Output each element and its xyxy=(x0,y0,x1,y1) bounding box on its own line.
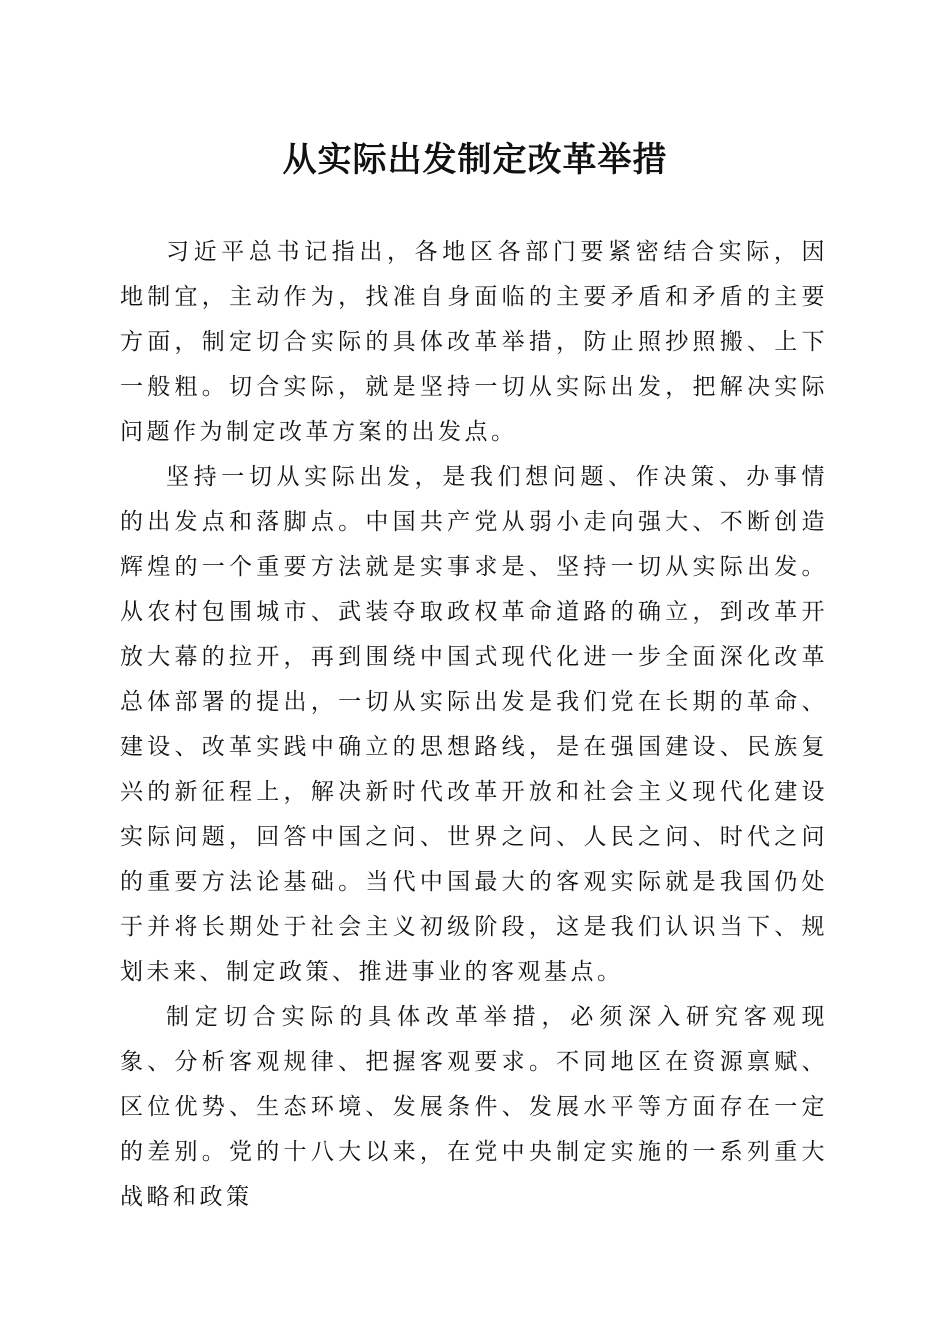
paragraph-3: 制定切合实际的具体改革举措，必须深入研究客观现象、分析客观规律、把握客观要求。不同地区在资源禀赋、区位优势、生态环境、发展条件、发展水平等方面存在一定的差别。党的十八大以来，在党中央制定实施的一系列重大战略和政策 xyxy=(120,1004,828,1210)
document-body xyxy=(120,230,828,1220)
paragraph-2: 坚持一切从实际出发，是我们想问题、作决策、办事情的出发点和落脚点。中国共产党从弱小走向强大、不断创造辉煌的一个重要方法就是实事求是、坚持一切从实际出发。从农村包围城市、武装夺取政权革命道路的确立，到改革开放大幕的拉开，再到围绕中国式现代化进一步全面深化改革总体部署的提出，一切从实际出发是我们党在长期的革命、建设、改革实践中确立的思想路线，是在强国建设、民族复兴的新征程上，解决新时代改革开放和社会主义现代化建设实际问题，回答中国之问、世界之问、人民之问、时代之问的重要方法论基础。当代中国最大的客观实际就是我国仍处于并将长期处于社会主义初级阶段，这是我们认识当下、规划未来、制定政策、推进事业的客观基点。 xyxy=(120,464,828,985)
paragraph-1: 习近平总书记指出，各地区各部门要紧密结合实际，因地制宜，主动作为，找准自身面临的主要矛盾和矛盾的主要方面，制定切合实际的具体改革举措，防止照抄照搬、上下一般粗。切合实际，就是坚持一切从实际出发，把解决实际问题作为制定改革方案的出发点。 xyxy=(120,239,828,445)
document-title: 从实际出发制定改革举措 xyxy=(282,140,668,180)
